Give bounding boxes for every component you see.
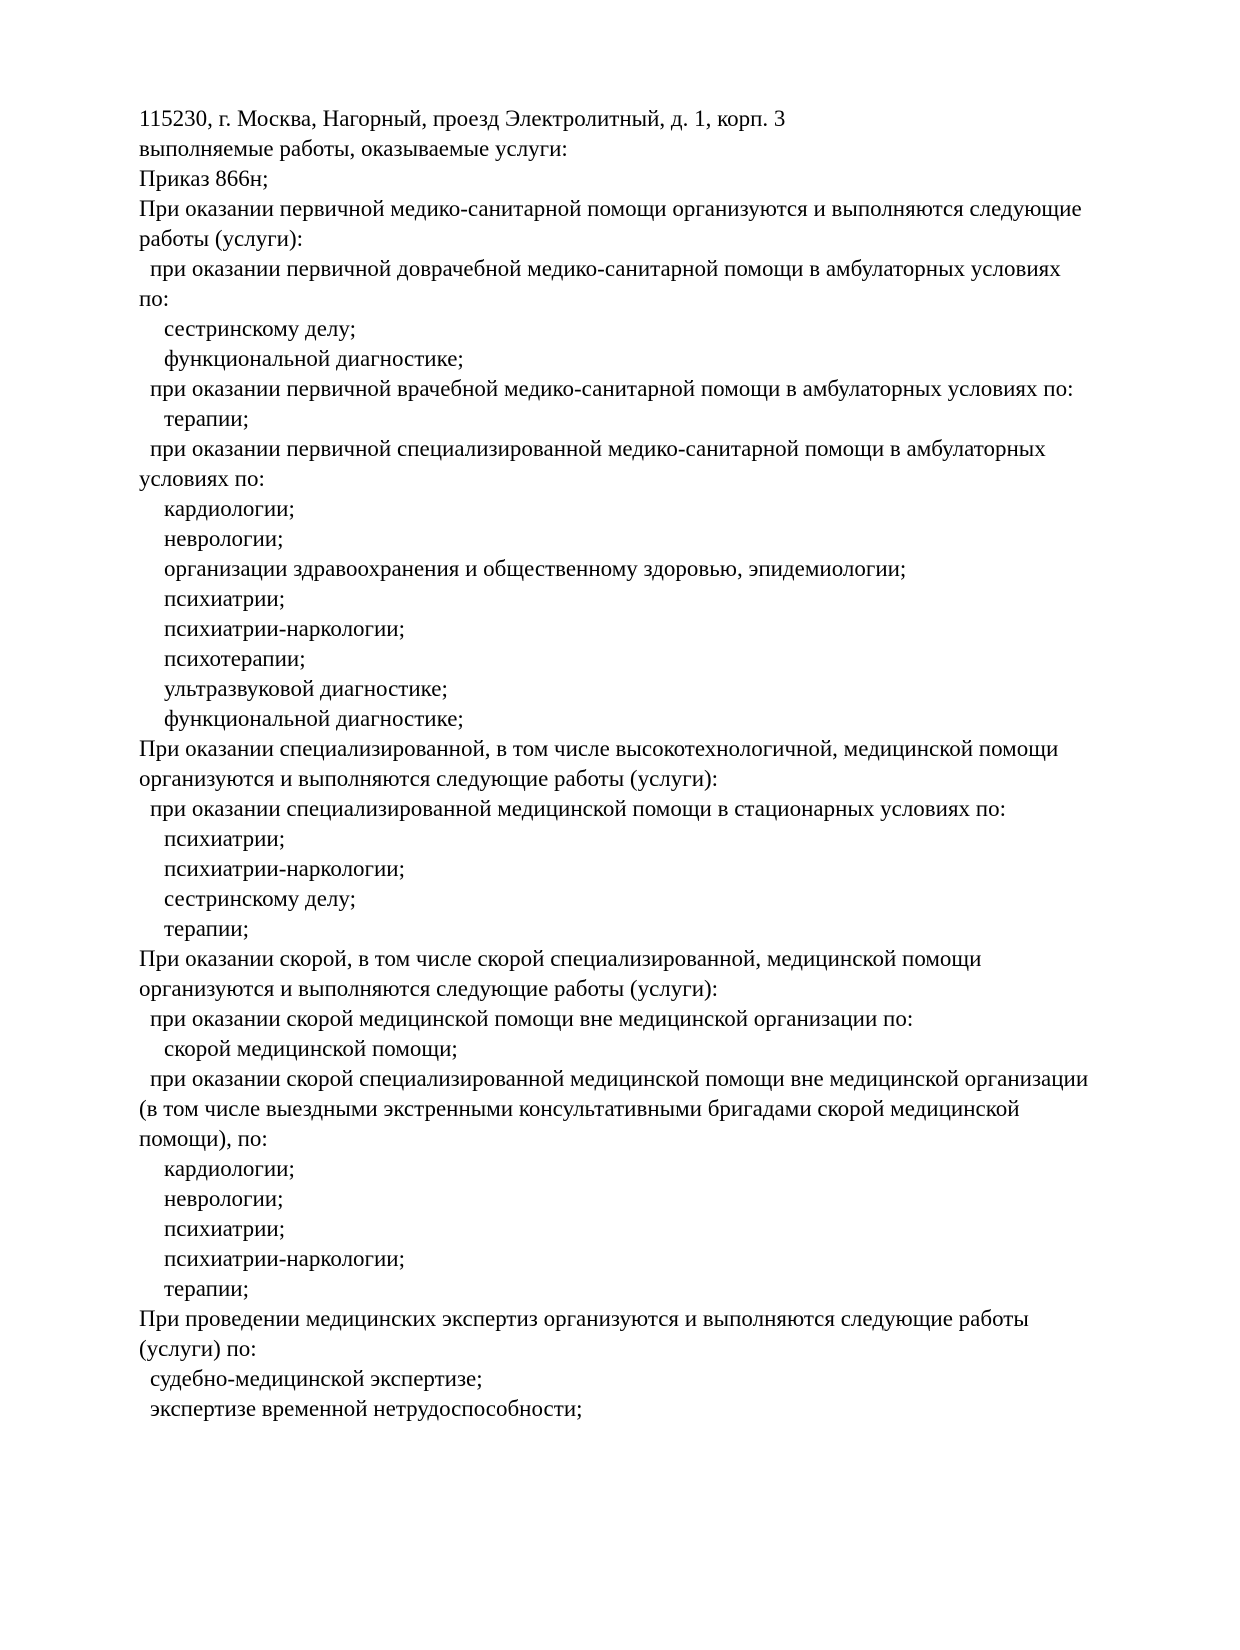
document-page <box>139 104 1199 1424</box>
text-line: при оказании специализированной медицинской помощи в стационарных условиях по: <box>150 796 1006 821</box>
text-line: психиатрии; <box>164 826 286 851</box>
text-line: неврологии; <box>164 1186 284 1211</box>
text-line: психиатрии; <box>164 1216 286 1241</box>
text-line: функциональной диагностике; <box>164 346 464 371</box>
text-line: (в том числе выездными экстренными консультативными бригадами скорой медицинской <box>139 1096 1020 1121</box>
document-text-block <box>139 104 1199 1424</box>
text-line: кардиологии; <box>164 1156 295 1181</box>
text-line: психиатрии-наркологии; <box>164 616 405 641</box>
text-line: функциональной диагностике; <box>164 706 464 731</box>
text-line: организации здравоохранения и общественному здоровью, эпидемиологии; <box>164 556 907 581</box>
text-line: сестринскому делу; <box>164 886 356 911</box>
text-line: сестринскому делу; <box>164 316 356 341</box>
text-line: при оказании первичной доврачебной медико-санитарной помощи в амбулаторных условиях <box>150 256 1061 281</box>
text-line: терапии; <box>164 916 249 941</box>
text-line: ультразвуковой диагностике; <box>164 676 448 701</box>
text-line: кардиологии; <box>164 496 295 521</box>
text-line: При оказании скорой, в том числе скорой специализированной, медицинской помощи <box>139 946 982 971</box>
text-line: психиатрии; <box>164 586 286 611</box>
text-line: организуются и выполняются следующие работы (услуги): <box>139 766 719 791</box>
text-line: условиях по: <box>139 466 265 491</box>
text-line: по: <box>139 286 170 311</box>
text-line: выполняемые работы, оказываемые услуги: <box>139 136 568 161</box>
text-line: при оказании скорой специализированной медицинской помощи вне медицинской организации <box>150 1066 1089 1091</box>
text-line: При оказании специализированной, в том числе высокотехнологичной, медицинской помощи <box>139 736 1059 761</box>
text-line: неврологии; <box>164 526 284 551</box>
text-line: Приказ 866н; <box>139 166 269 191</box>
text-line: психотерапии; <box>164 646 306 671</box>
text-line: при оказании первичной специализированной медико-санитарной помощи в амбулаторных <box>150 436 1046 461</box>
text-line: При проведении медицинских экспертиз организуются и выполняются следующие работы <box>139 1306 1029 1331</box>
text-line: при оказании скорой медицинской помощи вне медицинской организации по: <box>150 1006 914 1031</box>
text-line: 115230, г. Москва, Нагорный, проезд Электролитный, д. 1, корп. 3 <box>139 106 786 131</box>
text-line: терапии; <box>164 406 249 431</box>
text-line: при оказании первичной врачебной медико-санитарной помощи в амбулаторных условиях по: <box>150 376 1074 401</box>
text-line: работы (услуги): <box>139 226 303 251</box>
text-line: терапии; <box>164 1276 249 1301</box>
text-line: (услуги) по: <box>139 1336 257 1361</box>
text-line: организуются и выполняются следующие работы (услуги): <box>139 976 719 1001</box>
text-line: помощи), по: <box>139 1126 268 1151</box>
text-line: При оказании первичной медико-санитарной помощи организуются и выполняются следующие <box>139 196 1082 221</box>
text-line: психиатрии-наркологии; <box>164 1246 405 1271</box>
text-line: экспертизе временной нетрудоспособности; <box>150 1396 583 1421</box>
text-line: психиатрии-наркологии; <box>164 856 405 881</box>
text-line: скорой медицинской помощи; <box>164 1036 458 1061</box>
text-line: судебно-медицинской экспертизе; <box>150 1366 483 1391</box>
